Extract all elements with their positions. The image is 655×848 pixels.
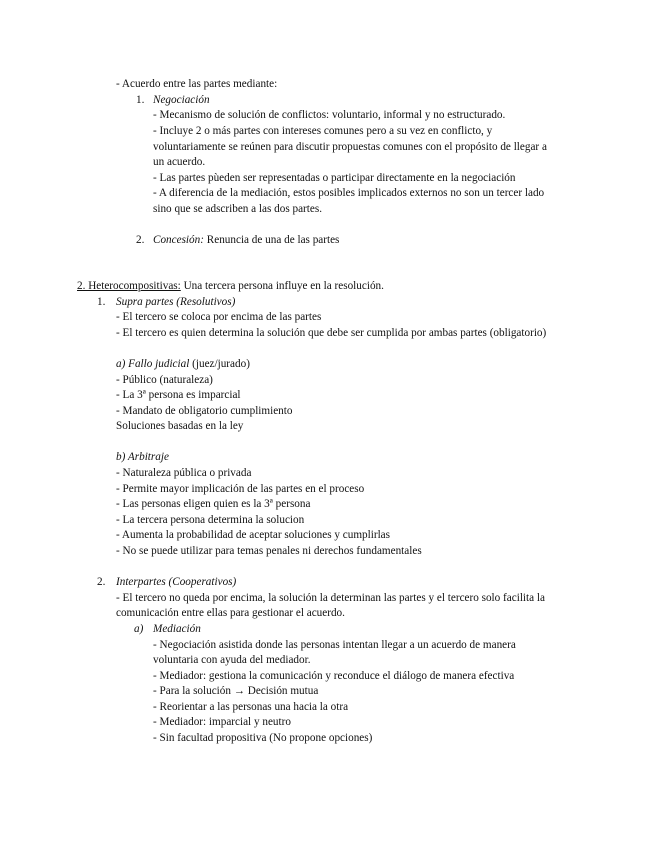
text-line: - Mediador: gestiona la comunicación y reconduce el diálogo de manera efectiva (153, 670, 515, 682)
text-line: - A diferencia de la mediación, estos posibles implicados externos no son un tercer lado (153, 187, 545, 199)
text-line: - La tercera persona determina la solucion (116, 514, 305, 526)
text-line: Soluciones basadas en la ley (116, 420, 244, 432)
text-line: voluntariamente se reúnen para discutir propuestas comunes con el propósito de llegar a (153, 141, 547, 153)
text-line: - Mandato de obligatorio cumplimiento (116, 405, 293, 417)
subheading-arbitraje: b) Arbitraje (116, 451, 169, 463)
text-line: comunicación entre ellas para gestionar el acuerdo. (116, 607, 345, 619)
item-concesion: Concesión: Renuncia de una de las partes (153, 234, 340, 246)
text-line: sino que se adscriben a las dos partes. (153, 203, 323, 215)
item-title-mediacion: Mediación (153, 623, 201, 635)
list-number: 2. (97, 576, 106, 588)
text-line: - Naturaleza pública o privada (116, 467, 252, 479)
text-line: - Público (naturaleza) (116, 374, 213, 386)
text-line: voluntaria con ayuda del mediador. (153, 654, 311, 666)
subheading-fallo: a) Fallo judicial (juez/jurado) (116, 358, 250, 370)
text-line: - Para la solución → Decisión mutua (153, 685, 319, 697)
text-line: - Aumenta la probabilidad de aceptar soluciones y cumplirlas (116, 529, 391, 541)
text-line: - El tercero no queda por encima, la solución la determinan las partes y el tercero solo facilita la (116, 592, 545, 604)
text-line: - Incluye 2 o más partes con intereses comunes pero a su vez en conflicto, y (153, 125, 493, 137)
intro-line: - Acuerdo entre las partes mediante: (116, 78, 278, 90)
item-title-supra: Supra partes (Resolutivos) (116, 296, 236, 308)
text-line: - La 3ª persona es imparcial (116, 389, 241, 401)
text-line: - No se puede utilizar para temas penales ni derechos fundamentales (116, 545, 422, 557)
text-line: - Las partes pùeden ser representadas o participar directamente en la negociación (153, 172, 516, 184)
item-title-interpartes: Interpartes (Cooperativos) (116, 576, 237, 588)
list-number: 1. (136, 94, 145, 106)
text-line: - El tercero es quien determina la solución que debe ser cumplida por ambas partes (obligatorio) (116, 327, 547, 339)
text-line: - Las personas eligen quien es la 3ª persona (116, 498, 311, 510)
list-letter: a) (134, 623, 144, 635)
text-line: - Permite mayor implicación de las partes en el proceso (116, 483, 365, 495)
item-title-negociacion: Negociación (153, 94, 210, 106)
section-heading: 2. Heterocompositivas: Una tercera persona influye en la resolución. (77, 280, 384, 292)
text-line: - Reorientar a las personas una hacia la otra (153, 701, 349, 713)
text-line: - Mediador: imparcial y neutro (153, 716, 291, 728)
text-line: un acuerdo. (153, 156, 206, 168)
text-line: - Negociación asistida donde las personas intentan llegar a un acuerdo de manera (153, 639, 516, 651)
list-number: 1. (97, 296, 106, 308)
text-line: - El tercero se coloca por encima de las partes (116, 311, 322, 323)
list-number: 2. (136, 234, 145, 246)
text-line: - Sin facultad propositiva (No propone opciones) (153, 732, 373, 744)
text-line: - Mecanismo de solución de conflictos: voluntario, informal y no estructurado. (153, 109, 506, 121)
